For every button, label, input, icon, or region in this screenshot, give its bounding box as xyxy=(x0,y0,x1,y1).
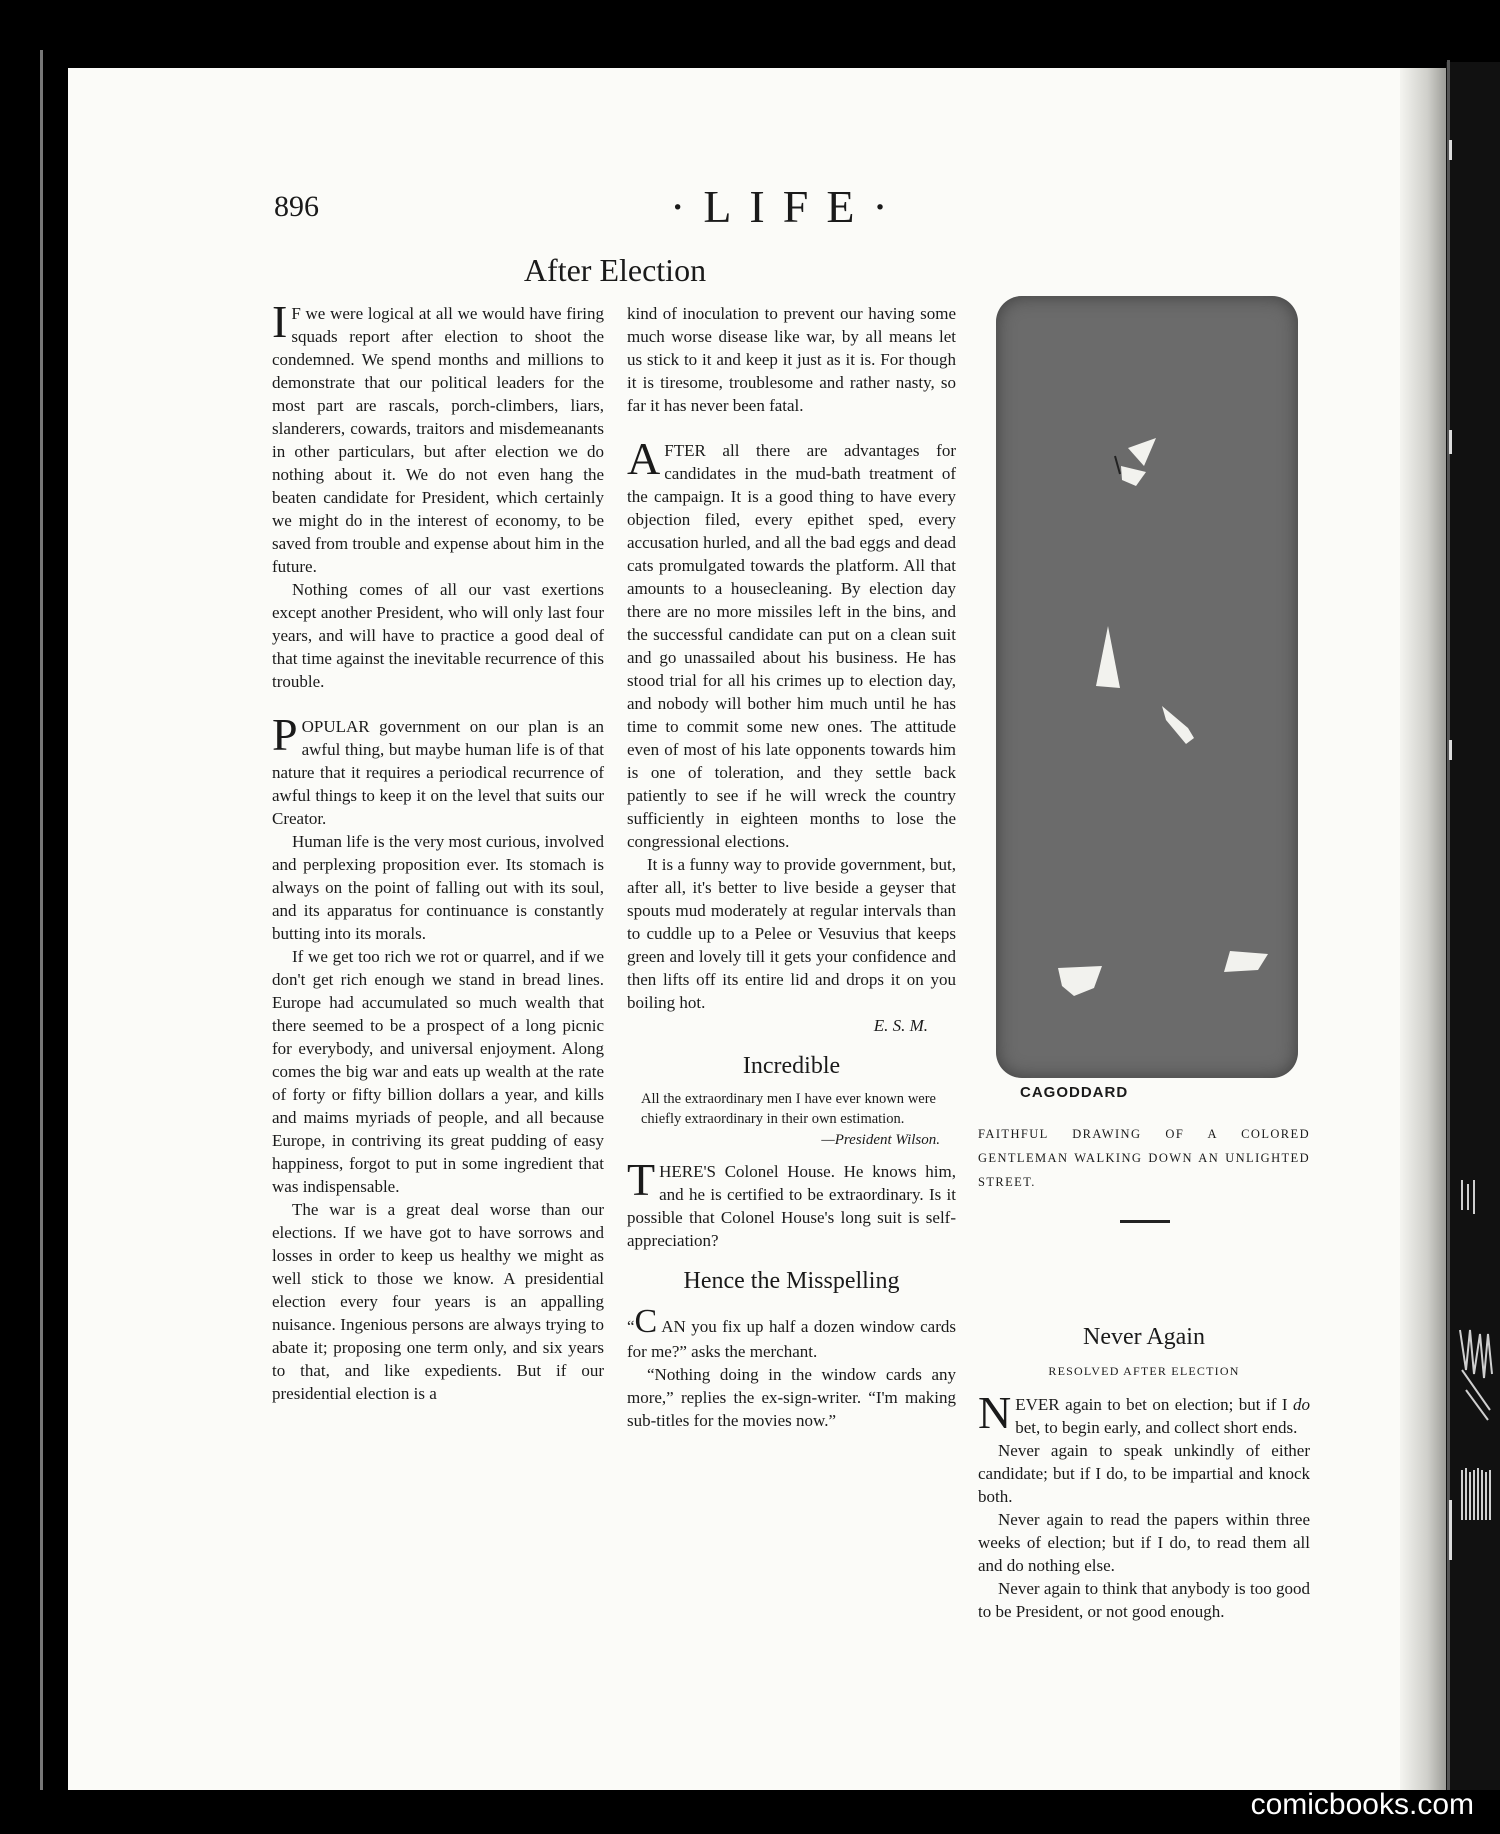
illustration-dark-panel xyxy=(996,296,1298,1078)
paragraph-text: F we were logical at all we would have firing squads report after election to shoot the condemned. We spend months and millions to demonstrate that our political leaders for the most part are rascals, porch-climbers, liars, slanderers, cowards, traitors and misdemeanants in other particulars, but after election we do nothing about it. We do not even hang the beaten candidate for President, which certainly we might do in the interest of economy, to be saved from trouble and expense about him in the future. xyxy=(272,304,604,576)
paragraph: Nothing comes of all our vast exertions except another President, who will only last four years, and will have to practice a good deal of that time against the inevitable recurrence of this trouble. xyxy=(272,580,604,691)
illustration-caption: FAITHFUL DRAWING OF A COLORED GENTLEMAN WALKING DOWN AN UNLIGHTED STREET. xyxy=(978,1127,1310,1189)
drop-cap: P xyxy=(272,709,298,760)
paragraph-text: FTER all there are advantages for candidates in the mud-bath treatment of the campaign. It is a good thing to have every objection filed, every epithet sped, every accusation hurled, and all the bad eggs and dead cats promulgated towards the platform. All that amounts to a housecleaning. By election day there are no more missiles left in the bins, and the successful candidate can put on a clean suit and go unassailed about his business. He has stood trial for all his crimes up to election day, and nobody will bother him much until he has time to commit some new ones. The attitude even of most of his late opponents towards him is one of toleration, and they settle back patiently to see if he will wreck the country sufficiently in eighteen months to lose the congressional elections. xyxy=(627,441,956,851)
paragraph xyxy=(627,1304,956,1363)
paragraph: Human life is the very most curious, involved and perplexing proposition ever. Its stomach is always on the point of falling out with its soul, and its apparatus for continuance is constantly butting into its morals. xyxy=(272,832,604,943)
section-divider xyxy=(1120,1220,1170,1223)
emphasis: do xyxy=(1293,1395,1310,1414)
paragraph: It is a funny way to provide government, but, after all, it's better to live beside a geyser that spouts mud moderately at regular intervals than to cuddle up to a Pelee or Vesuvius that keeps green and lovely till it gets your confidence and then lifts off its entire lid and drops it on you boiling hot. xyxy=(627,855,956,1012)
drop-cap: I xyxy=(272,296,288,347)
paragraph-text: bet, to begin early, and collect short ends. xyxy=(1015,1418,1298,1437)
paragraph: Never again to speak unkindly of either candidate; but if I do, to be impartial and knock both. xyxy=(978,1441,1310,1506)
paragraph xyxy=(627,1154,956,1252)
drop-cap: C xyxy=(634,1303,658,1340)
epigraph-quote: All the extraordinary men I have ever known were chiefly extraordinary in their own estimation. xyxy=(641,1091,936,1127)
binding-mark xyxy=(1449,740,1452,760)
open-quote: “ xyxy=(627,1317,635,1336)
paragraph-text: HERE'S Colonel House. He knows him, and he is certified to be extraordinary. Is it possible that Colonel House's long suit is self-appreciation? xyxy=(627,1162,956,1250)
binding-mark xyxy=(1449,140,1452,160)
section-subtitle: RESOLVED AFTER ELECTION xyxy=(1048,1364,1240,1378)
masthead: ·LIFE· xyxy=(670,181,906,232)
drop-cap: T xyxy=(627,1154,656,1205)
facing-page-print-bleed xyxy=(1456,1180,1496,1540)
column-3 xyxy=(978,1322,1310,1623)
epigraph-attribution: —President Wilson. xyxy=(821,1132,940,1148)
scan-left-edge xyxy=(40,50,43,1790)
column-1 xyxy=(272,296,604,1405)
paragraph: If we get too rich we rot or quarrel, and if we don't get rich enough we stand in bread lines. Europe had accumulated so much wealth that there seemed to be a prospect of a long picnic for everybody, and universal enjoyment. Along comes the big war and eats up wealth at the rate of forty or fifty billion dollars a year, and kills and maims myriads of people, and all because Europe, in contriving its great pudding of easy happiness, forgot to put in some ingredient that was indispensable. xyxy=(272,947,604,1196)
paragraph: Never again to think that anybody is too good to be President, or not good enough. xyxy=(978,1579,1310,1621)
site-watermark: comicbooks.com xyxy=(1250,1788,1474,1821)
paragraph xyxy=(272,296,604,578)
drop-cap: N xyxy=(978,1387,1012,1438)
paragraph-text: AN you fix up half a dozen window cards for me?” asks the merchant. xyxy=(627,1317,956,1361)
paragraph xyxy=(978,1387,1310,1439)
paragraph-text: EVER again to bet on election; but if I xyxy=(1015,1395,1293,1414)
section-title-incredible: Incredible xyxy=(742,1053,841,1079)
article-title: After Election xyxy=(523,252,707,288)
illustration-highlights xyxy=(996,296,1298,1078)
paragraph: kind of inoculation to prevent our having some much worse disease like war, by all means let us stick to it and keep it just as it is. For though it is tiresome, troublesome and rather nasty, so far it has never been fatal. xyxy=(627,304,956,415)
paragraph-text: OPULAR government on our plan is an awful thing, but maybe human life is of that nature that it requires a periodical recurrence of awful things to keep it on the level that suits our Creator. xyxy=(272,717,604,828)
byline: E. S. M. xyxy=(873,1016,928,1035)
drop-cap: A xyxy=(627,433,661,484)
binding-mark xyxy=(1449,1500,1452,1560)
page-number: 896 xyxy=(274,190,319,223)
paragraph: “Nothing doing in the window cards any more,” replies the ex-sign-writer. “I'm making sub-titles for the movies now.” xyxy=(627,1365,956,1430)
paragraph: Never again to read the papers within three weeks of election; but if I do, to read them all and do nothing else. xyxy=(978,1510,1310,1575)
section-title-never-again: Never Again xyxy=(1083,1324,1205,1350)
artist-signature: CAGODDARD xyxy=(1020,1084,1129,1101)
paragraph: The war is a great deal worse than our elections. If we have got to have sorrows and losses in order to keep us healthy we might as well stick to those we know. A presidential election every four years is an appalling nuisance. Ingenious persons are always trying to abate it; proposing one term only, and six years to that, and like expedients. But if our presidential election is a xyxy=(272,1200,604,1403)
paragraph xyxy=(627,433,956,853)
paragraph xyxy=(272,709,604,830)
column-2 xyxy=(627,302,956,1432)
gutter-shadow xyxy=(1400,68,1446,1790)
section-title-misspelling: Hence the Misspelling xyxy=(683,1268,900,1294)
binding-mark xyxy=(1449,430,1452,454)
